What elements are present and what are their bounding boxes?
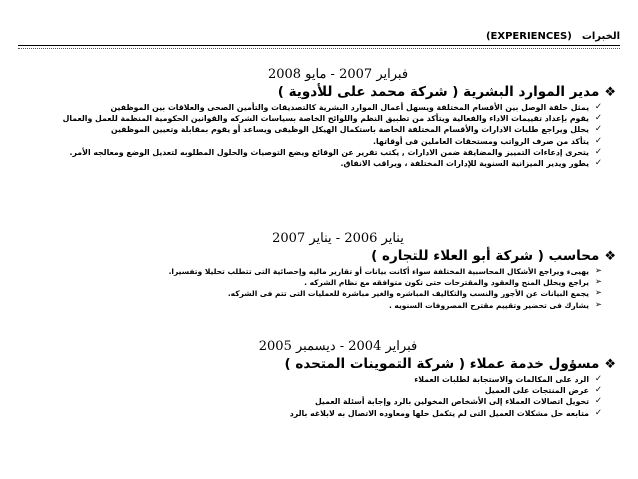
diamond-bullet-icon: ❖ [604, 357, 616, 372]
check-icon: ✓ [594, 102, 602, 112]
job-title [60, 355, 616, 374]
list-item: ➢ يشارك فى تحضير وتقييم مقترح المصروفات السنويه . [388, 299, 602, 310]
section-header [18, 28, 620, 44]
arrow-bullet-icon: ➢ [594, 288, 602, 299]
check-icon: ✓ [594, 374, 602, 384]
list-item: ✓ يطور ويدير الميزانية السنوية للإدارات المختلفة ، ويراقب الانفاق. [340, 158, 602, 169]
diamond-bullet-icon: ❖ [604, 85, 616, 100]
list-item: ➢ يجمع البيانات عن الأجور والنسب والتكاليف المباشره والغير مباشرة للعمليات التى تتم فى الشركه. [227, 288, 602, 299]
arrow-bullet-icon: ➢ [594, 299, 602, 310]
job-date: يناير 2006 - يناير 2007 [272, 231, 404, 246]
job-title-text: محاسب ( شركة أبو العلاء للتجاره ) [371, 248, 600, 264]
check-icon: ✓ [594, 135, 602, 146]
experience-entry [60, 66, 616, 169]
list-item: ✓ يتأكد من صرف الرواتب ومستحقات العاملين فى أوقاتها. [373, 135, 602, 146]
section-title-en: (EXPERIENCES) [485, 30, 572, 42]
list-item: ✓ عرض المنتجات على العميل [484, 385, 602, 396]
list-item: ✓ يقوم بإعداد تقييمات الاداء والفعالية ويتأكد من تطبيق النظم واللوائح الخاصة بسياسات الشركه والقوانين الحكومية المنظمة للعمل والعمال [62, 113, 602, 124]
job-title-text: مسؤول خدمة عملاء ( شركة التموينات المتحده ) [284, 356, 600, 372]
header-rule [18, 45, 620, 46]
list-item: ✓ تحويل اتصالات العملاء إلى الأشخاص المخولين بالرد وإجابة أسئلة العميل [314, 396, 602, 407]
check-icon: ✓ [594, 396, 602, 407]
check-icon: ✓ [594, 385, 602, 396]
check-icon: ✓ [594, 113, 602, 124]
responsibility-list [60, 374, 616, 419]
check-icon: ✓ [594, 124, 602, 135]
job-title [60, 83, 616, 102]
list-item: ✓ يحلل ويراجع طلبات الادارات والأقسام المختلفة الخاصة باستكمال الهيكل الوظيفى ويساعد أو يقوم بمقابلة وتعيين الموظفين [110, 124, 602, 135]
job-title [60, 247, 616, 266]
list-item: ✓ يتحرى إدعاءات التمييز والمضايقة ضمن الادارات , يكتب تقرير عن الوقائع ويضع التوصيات والحلول المطلوبه لتعديل الوضع ومعالجه الأمر. [69, 146, 602, 157]
list-item: ➢ يراجع ويحلل المنح والعقود والمقترحات حتى تكون متوافقه مع نظام الشركه . [304, 277, 602, 288]
check-icon: ✓ [594, 407, 602, 418]
check-icon: ✓ [594, 158, 602, 169]
list-item: ✓ يمثل حلقة الوصل بين الأقسام المختلفة ويسهل أعمال الموارد البشرية كالتصديقات والتأمين الصحى والعلاقات بين الموظفين [110, 102, 602, 112]
header-dotted-rule [18, 48, 620, 49]
diamond-bullet-icon: ❖ [604, 249, 616, 264]
experience-entry [60, 230, 616, 311]
job-date: فبراير 2007 - مايو 2008 [267, 67, 409, 82]
responsibility-list [60, 102, 616, 169]
section-title-ar: الخبرات [581, 30, 620, 42]
list-item: ✓ الرد على المكالمات والاستجابة لطلبات العملاء [414, 374, 602, 384]
job-title-text: مدير الموارد البشرية ( شركة محمد على للأدوية ) [277, 84, 600, 100]
job-date: فبراير 2004 - ديسمبر 2005 [258, 339, 418, 354]
arrow-bullet-icon: ➢ [594, 266, 602, 276]
experience-entry [60, 338, 616, 419]
arrow-bullet-icon: ➢ [594, 277, 602, 288]
list-item: ➢ يهيىء ويراجع الأشكال المحاسبية المختلفة سواء أكانت بيانات أو تقارير ماليه وإحصائية التى تتطلب تحليلا وتفسيرا. [168, 266, 602, 276]
check-icon: ✓ [594, 146, 602, 157]
responsibility-list [60, 266, 616, 311]
list-item: ✓ متابعه حل مشكلات العميل التى لم يتكمل حلها ومعاوده الاتصال به لابلاغه بالرد [289, 407, 602, 418]
